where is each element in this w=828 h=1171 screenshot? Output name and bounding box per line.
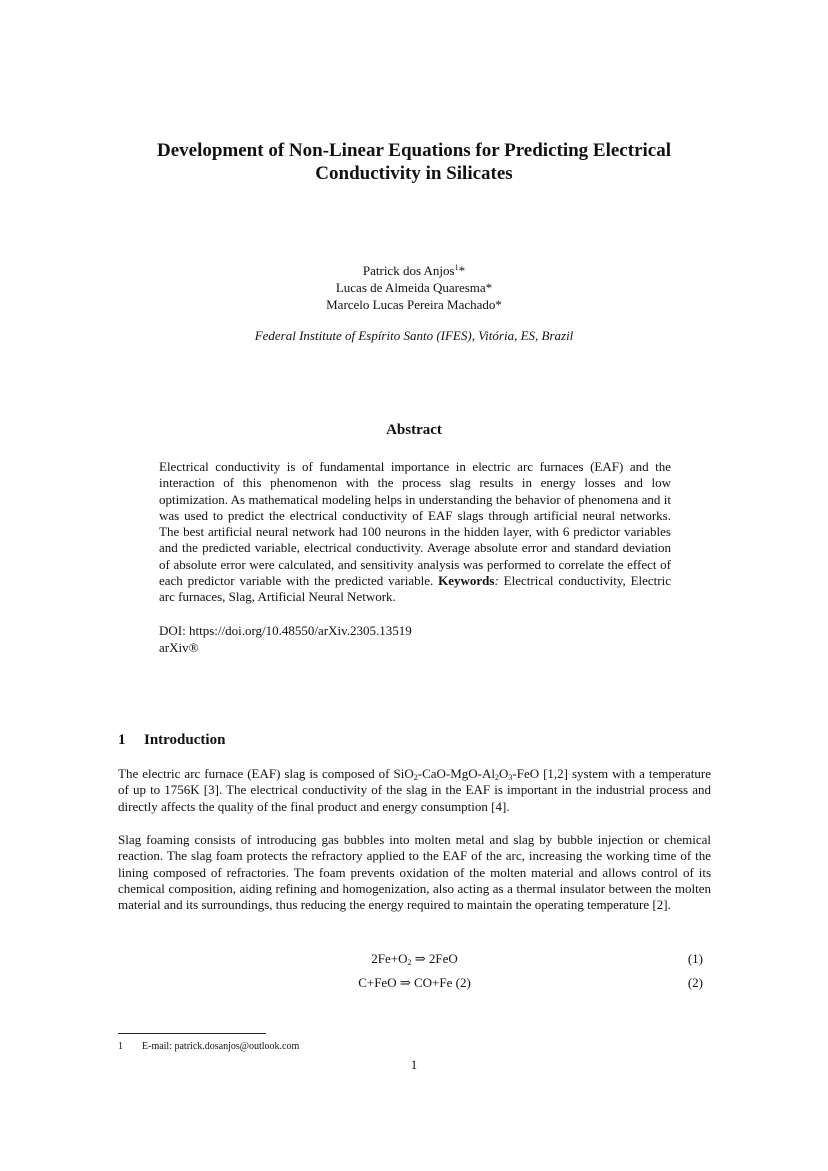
doi-block <box>159 622 671 656</box>
section-number: 1 <box>118 732 126 748</box>
equation-expression: C+FeO ⇒ CO+Fe (2) <box>358 975 471 990</box>
section-title: Introduction <box>144 732 226 748</box>
paper-title <box>100 139 728 185</box>
author-list <box>100 262 728 313</box>
author-name: Marcelo Lucas Pereira Machado <box>326 297 496 312</box>
footnote <box>118 1041 299 1052</box>
equation-expression: $2Fe+O_2$ ⇒ 2FeO <box>371 951 458 967</box>
title-line-2: Conductivity in Silicates <box>315 163 513 184</box>
footnote-divider <box>118 1033 266 1034</box>
abstract-text: Electrical conductivity is of fundamental importance in electric arc furnaces (EAF) and the interaction of this phenomenon with the process slag results in energy losses and low optimization. As mathematical modeling helps in understanding the behavior of phenomena and it was used to predict the electrical conductivity of EAF slags through artificial neural networks. The best artificial neural network had 100 neurons in the hidden layer, with 6 predictor variables and the predicted variable, electrical conductivity. Average absolute error and standard deviation of absolute error were calculated, and sensitivity analysis was performed to correlate the effect of each predictor variable with the predicted variable. <box>159 459 671 589</box>
author-3 <box>100 296 728 313</box>
footnote-number: 1 <box>118 1041 123 1052</box>
paragraph-2: Slag foaming consists of introducing gas bubbles into molten metal and slag by bubble injection or chemical reaction. The slag foam protects the refractory applied to the EAF of the arc, increasing the working time of the lining composed of refractories. The foam prevents oxidation of the molten material and allows control of its chemical composition, aiding refining and homogenization, also acting as a thermal insulator between the molten material and its surroundings, thus reducing the energy required to maintain the operating temperature [2]. <box>118 832 711 913</box>
keywords-label: Keywords: <box>438 573 499 589</box>
keywords-list: Electrical conductivity, Electric arc furnaces, Slag, Artificial Neural Network. <box>159 573 672 605</box>
author-asterisk: * <box>495 297 502 312</box>
equation-number: (2) <box>687 975 703 990</box>
author-asterisk: * <box>458 263 466 278</box>
repository-label: arXiv® <box>159 640 199 655</box>
equation-number: (1) <box>687 951 703 966</box>
author-asterisk: * <box>485 280 493 295</box>
section-heading <box>118 732 225 749</box>
footnote-email: E-mail: patrick.dosanjos@outlook.com <box>142 1041 300 1052</box>
author-name: Lucas de Almeida Quaresma <box>335 280 486 295</box>
abstract-body <box>159 459 671 606</box>
author-2 <box>100 279 728 296</box>
abstract-heading: Abstract <box>386 422 442 438</box>
affiliation: Federal Institute of Espírito Santo (IFES), Vitória, ES, Brazil <box>254 328 574 343</box>
paragraph-1: The electric arc furnace (EAF) slag is composed of $SiO_2-CaO-MgO-Al_2O_3$-FeO [1,2] system with a temperature of up to 1756K [3]. The electrical conductivity of the slag in the EAF is important in the industrial process and directly affects the quality of the final product and energy consumption [4]. <box>118 766 711 814</box>
title-line-1: Development of Non-Linear Equations for Predicting Electrical <box>156 140 671 161</box>
footnote-marker: 1 <box>454 263 459 272</box>
page-number: 1 <box>410 1057 418 1072</box>
doi-link[interactable]: DOI: https://doi.org/10.48550/arXiv.2305.13519 <box>159 623 412 638</box>
author-name: Patrick dos Anjos <box>362 263 455 278</box>
author-1 <box>100 262 728 279</box>
